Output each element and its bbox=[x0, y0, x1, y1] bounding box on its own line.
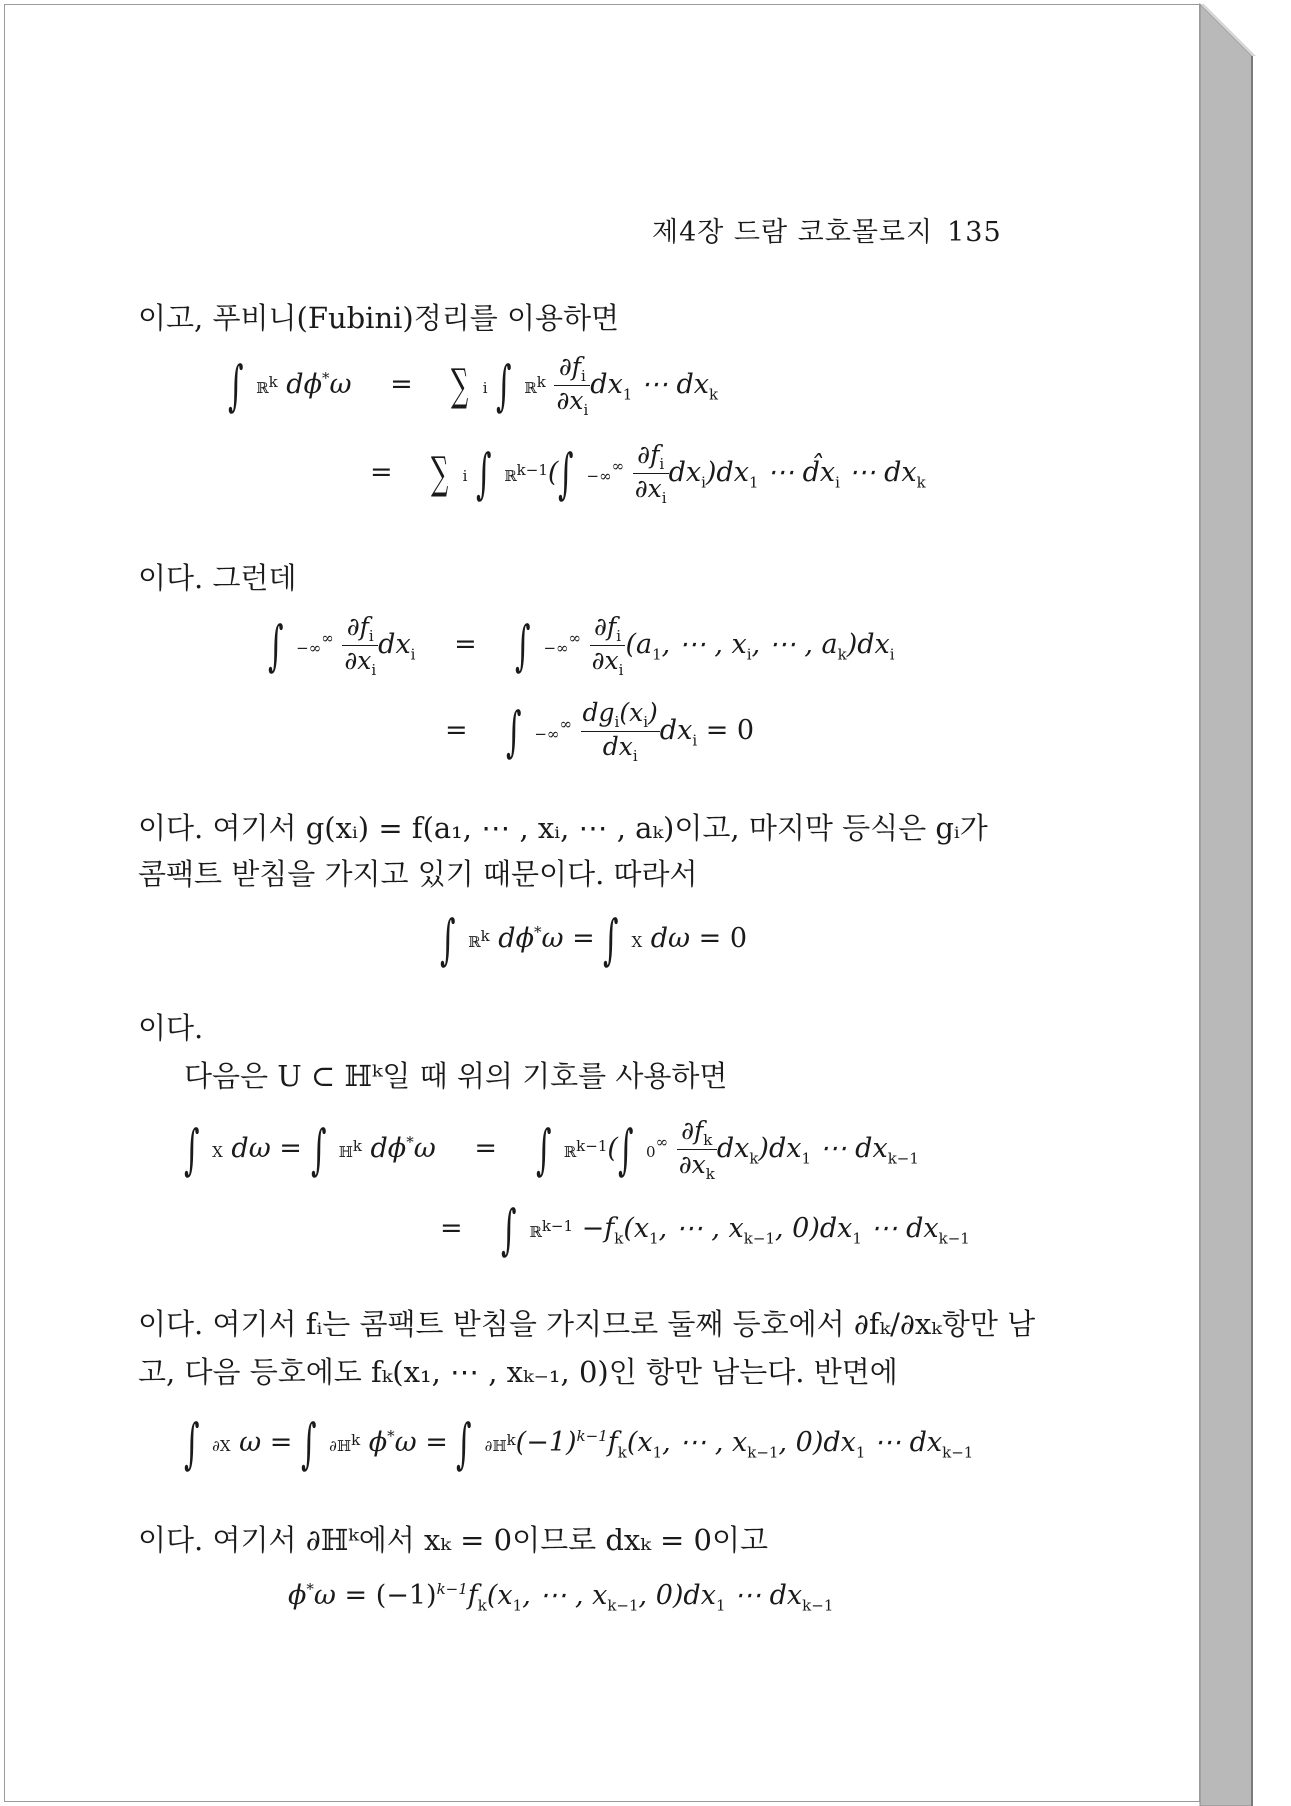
page-number: 135 bbox=[947, 217, 1002, 248]
equation-5: ∫ ∂X ω = ∫ ∂ℍ$^k$ ϕ*ω = ∫ $\partial ℍ^k(-1)^{k-1}f_k(x_1$, ⋯ , $x_{k-1}$, $0)dx_1$ ⋯ $dx_{k-1}$ bbox=[184, 1412, 974, 1475]
text-line-5: 다음은 U ⊂ ℍᵏ일 때 위의 기호를 사용하면 bbox=[184, 1059, 728, 1093]
text-line-6a: 이다. 여기서 fᵢ는 콤팩트 받침을 가지므로 둘째 등호에서 ∂fₖ/∂xₖ항만 남 bbox=[138, 1307, 1036, 1341]
text-line-2: 이다. 그런데 bbox=[138, 561, 297, 595]
equation-4a: ∫ X dω = ∫ ℍ$^k$ dϕ*ω = ∫ ℝ$^{k-1}$(∫ 0∞ $\frac{\partial f_k}{\partial x_k}$ $dx_k)dx_1$ ⋯ $dx_{k-1}$ bbox=[184, 1116, 919, 1183]
text-line-7: 이다. 여기서 ∂ℍᵏ에서 xₖ = 0이므로 dxₖ = 0이고 bbox=[138, 1523, 769, 1557]
equation-2b: = ∫ −∞∞ $\frac{dg_i(x_i)}{dx_i}$ $dx_i = 0$ bbox=[445, 698, 755, 765]
chapter-title: 제4장 드람 코호몰로지 bbox=[652, 217, 934, 248]
text-line-6b: 고, 다음 등호에도 fₖ(x₁, ⋯ , xₖ₋₁, 0)인 항만 남는다. 반면에 bbox=[138, 1355, 898, 1389]
text-line-3b: 콤팩트 받침을 가지고 있기 때문이다. 따라서 bbox=[138, 857, 698, 891]
equation-1b: = ∑ i ∫ ℝ$^{k-1}$(∫ −∞∞ $\frac{\partial f_i}{\partial x_i}$ $dx_i)dx_1$ ⋯ $d̂x_i$ ⋯ $dx_k$ bbox=[370, 440, 926, 507]
text-line-3a: 이다. 여기서 g(xᵢ) = f(a₁, ⋯ , xᵢ, ⋯ , aₖ)이고, 마지막 등식은 gᵢ가 bbox=[138, 811, 988, 845]
equation-2a: ∫ −∞∞ $\frac{\partial f_i}{\partial x_i}$ $dx_i$ = ∫ −∞∞ $\frac{\partial f_i}{\partial x_i}$ ($a_1$, ⋯ , $x_i$, ⋯ , $a_k)dx_i$ bbox=[268, 612, 895, 679]
equation-1a: ∫ ℝ$^k$ dϕ*ω = ∑ i ∫ ℝ$^k$ $\frac{\partial f_i}{\partial x_i}$ $dx_1$ ⋯ $dx_k$ bbox=[228, 352, 719, 419]
equation-6: $\phi^*\omega = (-1)^{k-1}f_k(x_1$, ⋯ , $x_{k-1}$, $0)dx_1$ ⋯ $dx_{k-1}$ bbox=[288, 1580, 834, 1615]
running-header bbox=[652, 210, 1002, 249]
equation-4b: = ∫ ℝ$^{k-1}$ $-f_k(x_1$, ⋯ , $x_{k-1}$, $0)dx_1$ ⋯ $dx_{k-1}$ bbox=[440, 1198, 970, 1261]
eq-1a-text bbox=[0, 0, 1, 1]
text-line-4: 이다. bbox=[138, 1011, 204, 1045]
equation-3: ∫ ℝ$^k$ dϕ*ω = ∫ X dω = 0 bbox=[440, 908, 747, 971]
text-line-1: 이고, 푸비니(Fubini)정리를 이용하면 bbox=[138, 301, 620, 335]
